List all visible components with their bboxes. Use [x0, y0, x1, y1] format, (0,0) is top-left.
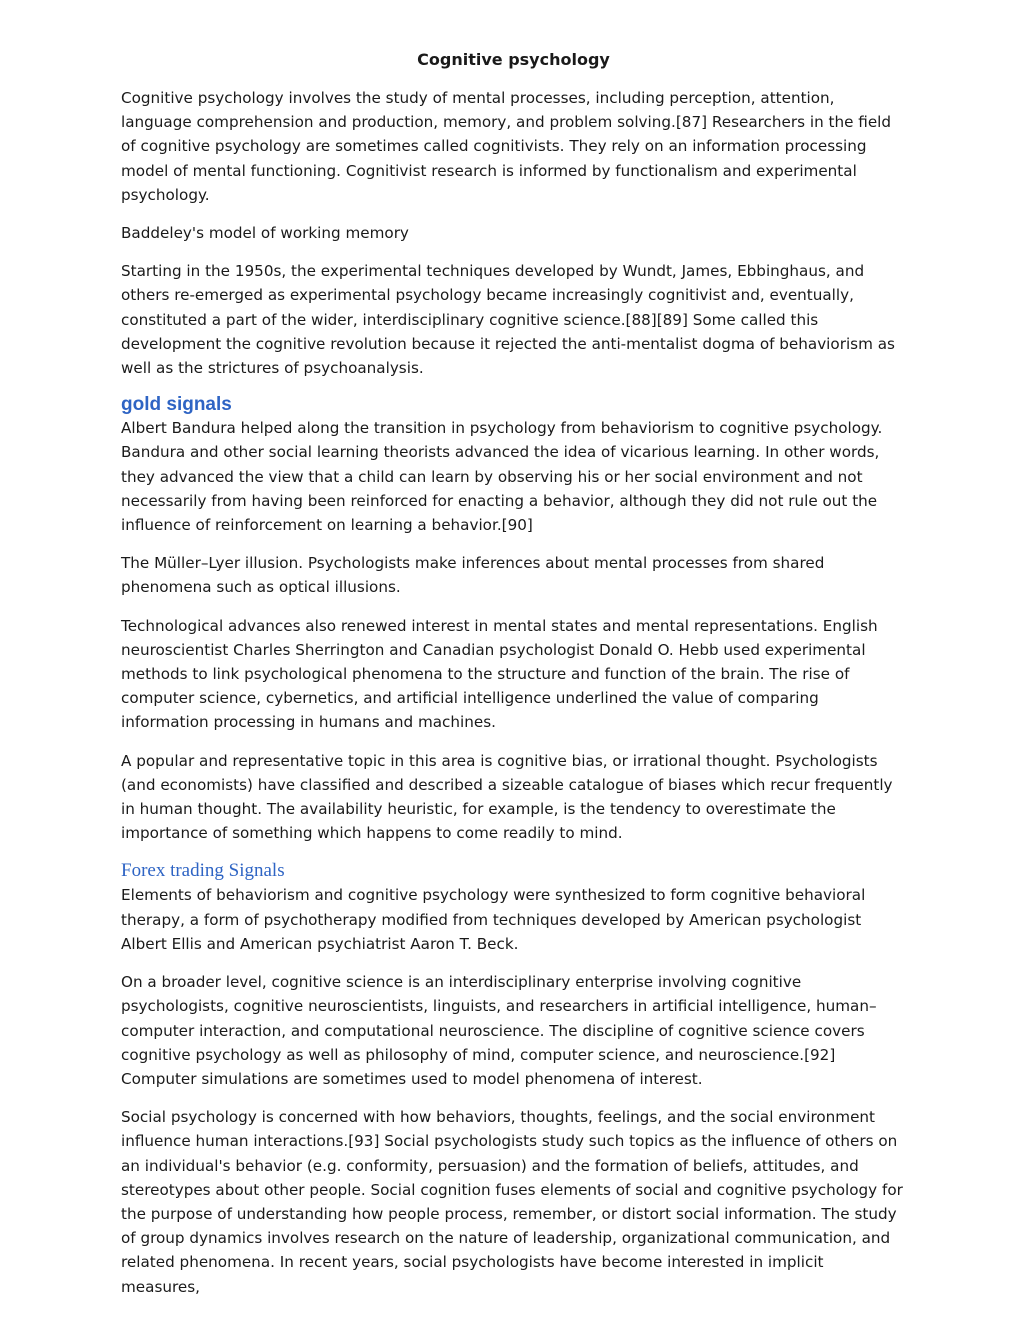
document-page — [121, 48, 906, 1313]
page-title: Cognitive psychology — [417, 50, 610, 69]
forex-trading-signals-link[interactable]: Forex trading Signals — [121, 860, 285, 882]
paragraph-bandura: Albert Bandura helped along the transition in psychology from behaviorism to cognitive psychology. Bandura and other social learning theorists advanced the idea of vicarious learning. In other words, they advanced the view that a child can learn by observing his or her social environment and not necessarily from having been reinforced for enacting a behavior, although they did not rule out the influence of reinforcement on learning a behavior.[90] — [121, 419, 883, 535]
gold-signals-link[interactable]: gold signals — [121, 394, 232, 416]
paragraph-cbt: Elements of behaviorism and cognitive psychology were synthesized to form cognitive behavioral therapy, a form of psychotherapy modified from techniques developed by American psychologist Albert Ellis and American psychiatrist Aaron T. Beck. — [121, 886, 866, 953]
paragraph-cognitive-intro: Cognitive psychology involves the study of mental processes, including perception, attention, language comprehension and production, memory, and problem solving.[87] Researchers in the field of cognitive psychology are sometimes called cognitivists. They rely on an information processing model of mental functioning. Cognitivist research is informed by functionalism and experimental psychology. — [121, 89, 892, 204]
paragraph-cognitive-science: On a broader level, cognitive science is an interdisciplinary enterprise involving cognitive psychologists, cognitive neuroscientists, linguists, and researchers in artificial intelligence, human–computer interaction, and computational neuroscience. The discipline of cognitive science covers cognitive psychology as well as philosophy of mind, computer science, and neuroscience.[92] Computer simulations are sometimes used to model phenomena of interest. — [121, 973, 877, 1088]
paragraph-technological-advances: Technological advances also renewed interest in mental states and mental representations. English neuroscientist Charles Sherrington and Canadian psychologist Donald O. Hebb used experimental methods to link psychological phenomena to the structure and function of the brain. The rise of computer science, cybernetics, and artificial intelligence underlined the value of comparing information processing in humans and machines. — [121, 616, 878, 732]
paragraph-muller-lyer-caption: The Müller–Lyer illusion. Psychologists make inferences about mental processes from shared phenomena such as optical illusions. — [121, 554, 825, 597]
paragraph-baddeley-caption: Baddeley's model of working memory — [121, 224, 409, 243]
paragraph-social-psychology: Social psychology is concerned with how behaviors, thoughts, feelings, and the social environment influence human interactions.[93] Social psychologists study such topics as the influence of others on an individual's behavior (e.g. conformity, persuasion) and the formation of beliefs, attitudes, and stereotypes about other people. Social cognition fuses elements of social and cognitive psychology for the purpose of understanding how people process, remember, or distort social information. The study of group dynamics involves research on the nature of leadership, organizational communication, and related phenomena. In recent years, social psychologists have become interested in implicit measures, — [121, 1108, 903, 1296]
paragraph-1950s-history: Starting in the 1950s, the experimental techniques developed by Wundt, James, Ebbinghaus, and others re-emerged as experimental psychology became increasingly cognitivist and, eventually, constituted a part of the wider, interdisciplinary cognitive science.[88][89] Some called this development the cognitive revolution because it rejected the anti-mentalist dogma of behaviorism as well as the strictures of psychoanalysis. — [121, 262, 895, 378]
paragraph-cognitive-bias: A popular and representative topic in this area is cognitive bias, or irrational thought. Psychologists (and economists) have classified and described a sizeable catalogue of biases which recur frequently in human thought. The availability heuristic, for example, is the tendency to overestimate the importance of something which happens to come readily to mind. — [121, 751, 893, 843]
